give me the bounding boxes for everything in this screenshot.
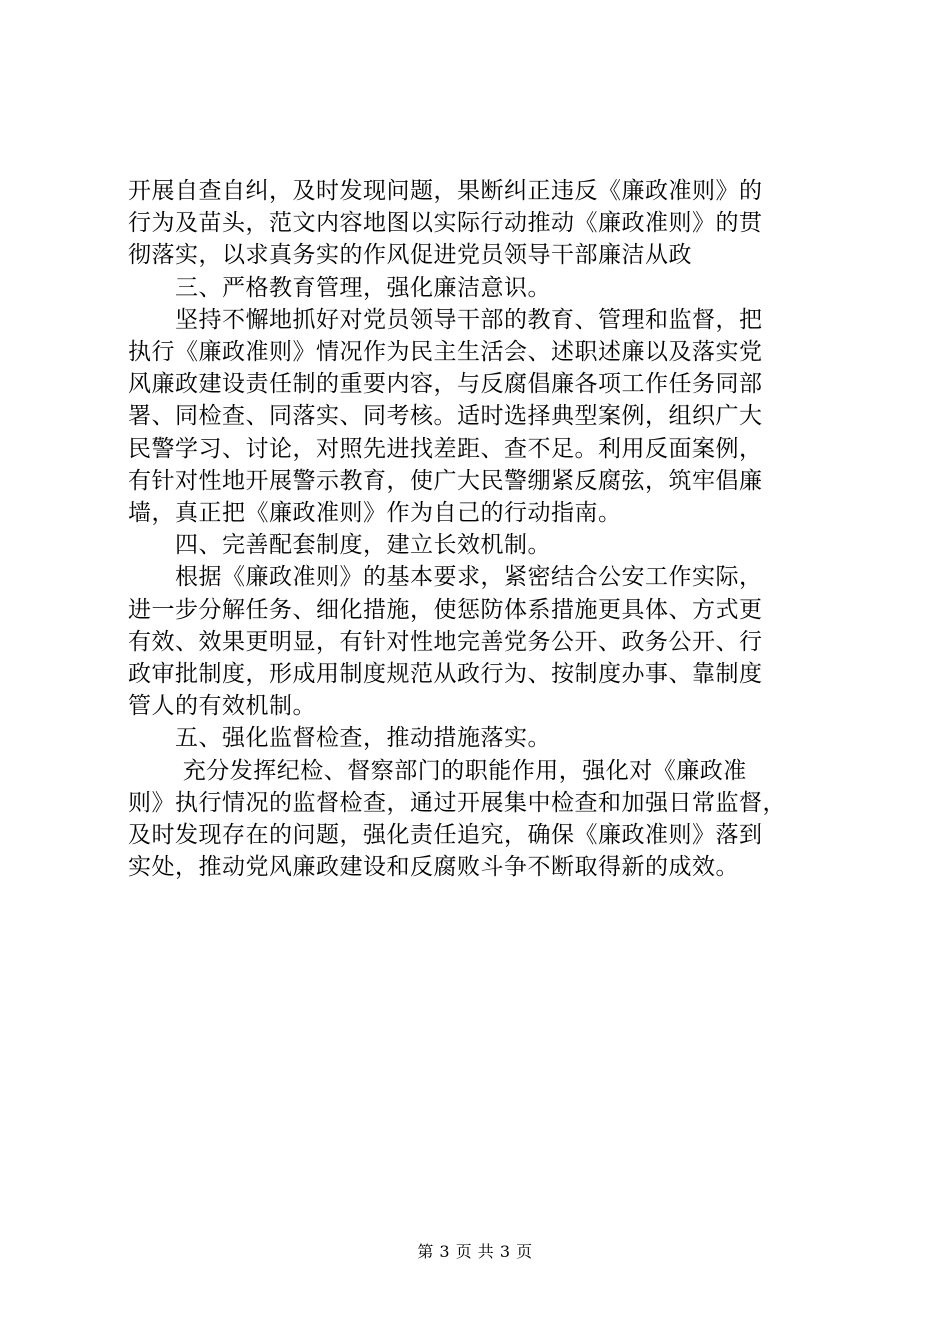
text-line: 开展自查自纠，及时发现问题，果断纠正违反《廉政准则》的 [128, 178, 763, 204]
text-line: 有针对性地开展警示教育，使广大民警绷紧反腐弦，筑牢倡廉 [128, 467, 763, 494]
section-heading-3: 三、严格教育管理，强化廉洁意识。 [128, 274, 551, 301]
text-line: 有效、效果更明显，有针对性地完善党务公开、政务公开、行 [128, 628, 763, 655]
section-heading-4: 四、完善配套制度，建立长效机制。 [128, 532, 551, 559]
page-number: 第 3 页 共 3 页 [417, 1242, 533, 1261]
text-line: 充分发挥纪检、督察部门的职能作用，强化对《廉政准 [128, 757, 747, 784]
text-line: 进一步分解任务、细化措施，使惩防体系措施更具体、方式更 [128, 596, 763, 623]
text-line: 根据《廉政准则》的基本要求，紧密结合公安工作实际， [128, 564, 763, 591]
text-line: 政审批制度，形成用制度规范从政行为、按制度办事、靠制度 [128, 661, 763, 688]
text-line: 署、同检查、同落实、同考核。适时选择典型案例，组织广大 [128, 403, 763, 430]
text-line: 及时发现存在的问题，强化责任追究，确保《廉政准则》落到 [128, 822, 763, 849]
text-line: 坚持不懈地抓好对党员领导干部的教育、管理和监督，把 [128, 306, 763, 333]
text-line: 墙，真正把《廉政准则》作为自己的行动指南。 [128, 500, 622, 527]
text-line: 彻落实，以求真务实的作风促进党员领导干部廉洁从政 [128, 242, 692, 269]
document-body [128, 175, 832, 883]
text-line: 则》执行情况的监督检查，通过开展集中检查和加强日常监督， [128, 789, 786, 816]
text-line: 执行《廉政准则》情况作为民主生活会、述职述廉以及落实党 [128, 339, 763, 366]
page-footer [0, 1242, 950, 1262]
text-line: 行为及苗头，范文内容地图以实际行动推动《廉政准则》的贯 [128, 210, 763, 237]
section-heading-5: 五、强化监督检查，推动措施落实。 [128, 725, 551, 752]
text-line: 管人的有效机制。 [128, 693, 316, 720]
text-line: 民警学习、讨论，对照先进找差距、查不足。利用反面案例， [128, 435, 763, 462]
text-line: 实处，推动党风廉政建设和反腐败斗争不断取得新的成效。 [128, 854, 739, 881]
text-line: 风廉政建设责任制的重要内容，与反腐倡廉各项工作任务同部 [128, 371, 763, 398]
